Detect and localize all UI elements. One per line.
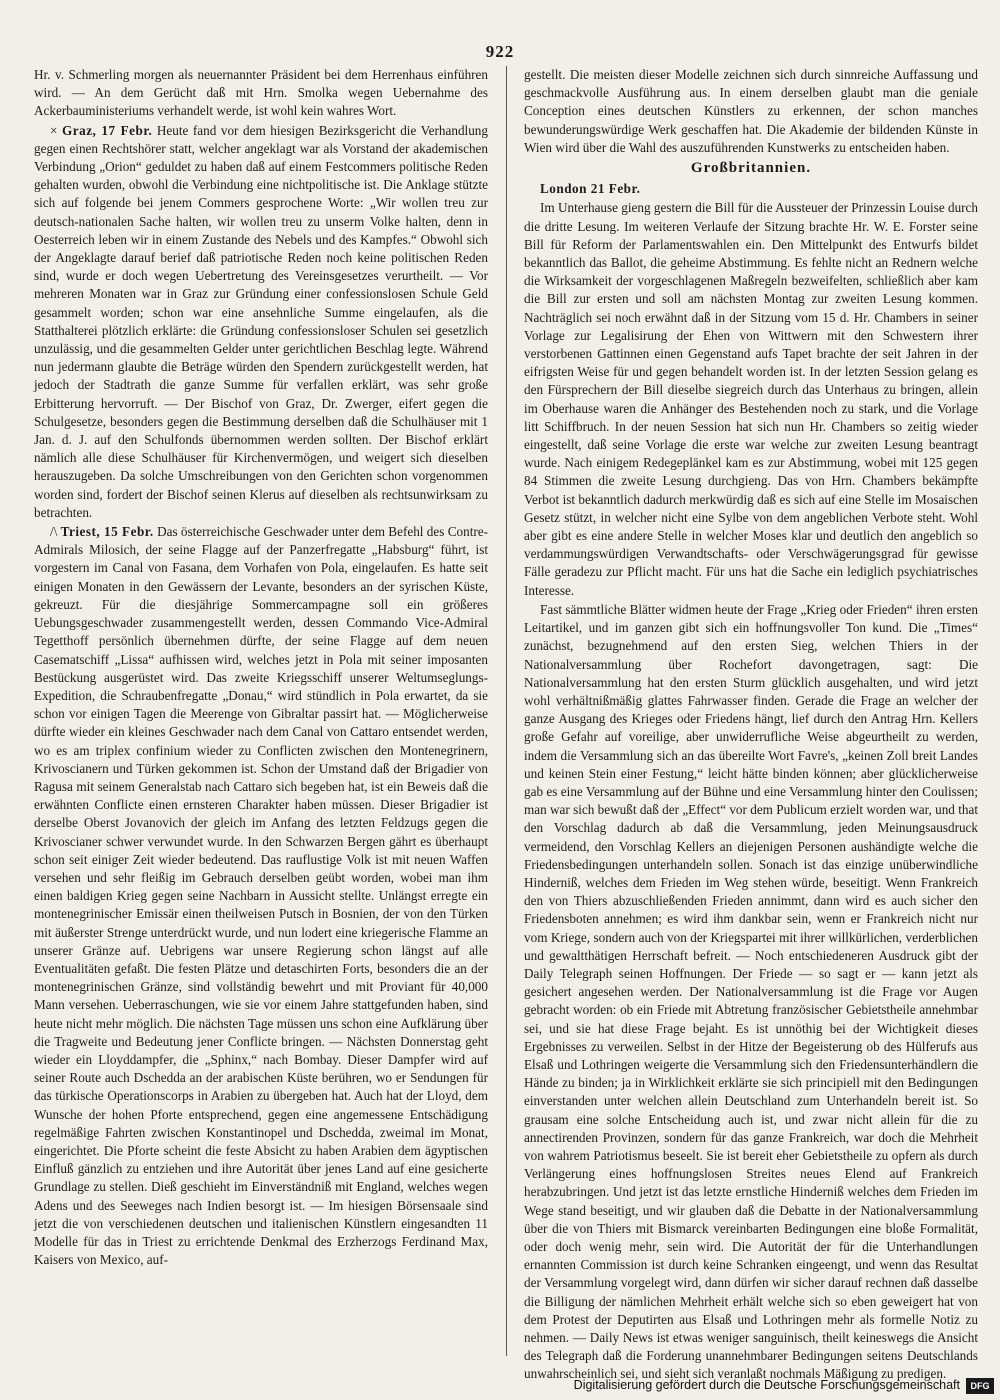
- graz-body: Heute fand vor dem hiesigen Bezirksgericht die Verhandlung gegen einen Rechtshörer statt, welcher angeklagt war als Vorstand der akademischen Verbindung „Orion“ geduldet zu haben daß auf einem Festcommers politische Reden gehalten wurden, obwohl die Verbindung eine nichtpolitische ist. Die Anklage stützte sich auf folgende bei jenem Commers gesprochene Worte: „Wir wollen treu zur deutsch-nationalen Sache halten, wir wollen treu zu unserm Volke halten, denn in Oesterreich leben wir in einem Zustande des Nebels und des Kampfes.“ Obwohl sich der Angeklagte darauf berief daß patriotische Reden noch keine politischen Reden sind, wurde er doch wegen Uebertretung des Vereinsgesetzes verurtheilt. — Vor mehreren Monaten war in Graz zur Gründung einer confessionslosen Schule Geld gesammelt worden; schon war eine ansehnliche Summe eingelaufen, als die Statthalterei plötzlich erklärte: die Gründung confessionsloser Schulen sei gesetzlich unzulässig, und die gesammelten Gelder unter gerichtlichen Beschlag legte. Während nun jedermann glaubte die Beträge würden den Spendern zurückgestellt werden, hat jedoch der Stadtrath die ganze Summe für verfallen erklärt, was sehr große Erbitterung hervorruft. — Der Bischof von Graz, Dr. Zwerger, eifert gegen die Schulgesetze, besonders gegen die Bestimmung derselben daß die Schulhäuser mit 1 Jan. d. J. auf den Schulfonds übernommen werden sollten. Der Bischof erklärt nämlich alle diese Schulhäuser für Kirchenvermögen, und weigert sich dieselben herauszugeben. Da solche Umschreibungen von den Gerichten schon vorgenommen worden sind, fordert der Bischof seinen Klerus auf dieselben als rechtsunwirksam zu betrachten.: [34, 122, 488, 520]
- article-paragraph: Im Unterhause gieng gestern die Bill für die Aussteuer der Prinzessin Louise durch die dritte Lesung. Im weiteren Verlaufe der Sitzung brachte Hr. W. E. Forster seine Bill für Reform der Parlamentswahlen ein. Den Mittelpunkt des Entwurfs bildet bekanntlich das Ballot, die geheime Abstimmung. Es fehlte nicht an Rednern welche die Wirksamkeit der vorgeschlagenen Maßregeln bezweifelten, schließlich aber kam die Bill zur ersten und soll am nächsten Montag zur zweiten Lesung kommen. Nachträglich sei noch erwähnt daß in der Sitzung vom 15 d. Hr. Chambers in seiner Vorlage zur Legalisirung der Ehen von Wittwern mit den Schwestern ihrer verstorbenen Gattinnen einen Gegenstand aufs Tapet brachte der seit Jahren in der eifrigsten Weise für und gegen behandelt worden ist. In der letzten Session gelang es den Fürsprechern der Bill dieselbe siegreich durch das Unterhaus zu bringen, allein im Oberhause waren die Anhänger des Bestehenden noch zu stark, und die Vorlage litt Schiffbruch. In der neuen Session hat sich nun Hr. Chambers so zeitig wieder eingestellt, daß seine Vorlage die erste war welche zur zweiten Lesung beantragt wurde. Nach einigem Redegeplänkel kam es zur Abstimmung, wobei mit 125 gegen 84 Stimmen die zweite Lesung durchgieng. Das von Hrn. Chambers bekämpfte Verbot ist bekanntlich dadurch merkwürdig daß es sich auf eine Stelle im Mosaischen Gesetz stützt, in welcher nicht eine Sylbe von dem angeblichen Verbote steht. Wohl aber gibt es eine andere Stelle in welcher Moses klar und deutlich den angeblich so verdammungswürdigen Verwandtschafts- oder Verschwägerungsgrad für gewisse Fälle geradezu zur Pflicht macht. Für uns hat die Sache ein lediglich psychiatrisches Interesse.: [524, 200, 979, 598]
- dfg-logo-icon: DFG: [966, 1378, 994, 1394]
- dateline-graz: Graz, 17 Febr.: [61, 122, 153, 138]
- column-rule: [506, 66, 507, 1356]
- footer: [0, 1374, 1000, 1400]
- article-paragraph: [524, 180, 978, 198]
- article-paragraph: [34, 122, 488, 522]
- digitization-note: Digitalisierung gefördert durch die Deutsche Forschungsgemeinschaft: [573, 1378, 960, 1392]
- dateline-triest: Triest, 15 Febr.: [60, 524, 154, 540]
- article-paragraph: gestellt. Die meisten dieser Modelle zeichnen sich durch sinnreiche Auffassung und geschmackvolle Ausführung aus. In einem derselben glaubt man die geniale Conception eines deutschen Künstlers zu erkennen, der schon manches bewunderungswürdige Werk geschaffen hat. Die Akademie der bildenden Künste in Wien wird über die Wahl des auszuführenden Kunstwerks zu entscheiden haben.: [524, 67, 978, 155]
- graz-mark: ×: [50, 122, 58, 138]
- article-paragraph: Fast sämmtliche Blätter widmen heute der Frage „Krieg oder Frieden“ ihren ersten Leitartikel, und im ganzen gibt sich ein hoffnungsvoller Ton kund. Die „Times“ zunächst, bezugnehmend auf den ersten Sieg, welchen Thiers in der Nationalversammlung über Rochefort davongetragen, sagt: Die Nationalversammlung hat den ersten Sturm glücklich ausgehalten, und wird jetzt wohl verhältnißmäßig glattes Fahrwasser finden. Gerade die Frage an welcher der ganze Ausgang des Krieges oder Friedens hängt, lief durch den Antrag Hrn. Kellers große Gefahr auf voreilige, aber unwiderrufliche Weise abgeurtheilt zu werden, indem die Versammlung sich an das übereilte Wort Favre's, „keinen Zoll breit Landes und keinen Stein einer Festung,“ leicht hätte binden können; aber glücklicherweise gab es eine Versammlung auf der Bühne und eine Versammlung hinter den Coulissen; man war sich bewußt daß der „Effect“ vor dem Publicum erzielt worden war, und that den Vorschlag dadurch ab daß die Versammlung, jeden Meinungsausdruck vermeidend, den Vorschlag Kellers an diejenigen Personen aushändigte welche die Friedensbedingungen unterhandeln sollen. Sonach ist das einzige unüberwindliche Hinderniß, welches dem Frieden im Weg stehen würde, beseitigt. Wenn Frankreich den von Thiers abzuschließenden Frieden annimmt, dann wird es auch sicher den Friedensboten annehmen; es wird ihm dankbar sein, wenn er Frankreich nicht nur vom Kriege, sondern auch von der Kriegspartei mit ihrer willkürlichen, verderblichen und gewaltthätigen Herrschaft befreit. — Noch entschiedeneren Ausdruck gibt der Daily Telegraph seinen Hoffnungen. Der Friede — so sagt er — kann jetzt als gesichert angesehen werden. Der Nationalversammlung ist die Frage vor Augen gebracht worden: ob ein Friede mit Abtretung französischer Gebietstheile annehmbar sei, und sie hat diese Frage bejaht. Es ist unnöthig bei der Wichtigkeit dieses Ergebnisses zu verweilen. Selbst in der Hitze der Begeisterung ob des Hülferufs aus Elsaß und Lothringen weigerte die Versammlung sich den Friedensunterhändlern die Hände zu binden; ja in Wirklichkeit erklärte sie sich principiell mit den Bedingungen einverstanden unter welchen allein Deutschland zum Unterhandeln bereit ist. So grausam eine solche Entscheidung auch ist, und zwar nicht allein für die zu annectirenden Provinzen, sondern für das ganze Frankreich, war doch die Mehrheit von wahrem Patriotismus beseelt. Sie ist bereit eher Gebietstheile zu opfern als durch Verlängerung eines hoffnungslosen Streites neues Elend auf Frankreich herabzubringen. Und jetzt ist das letzte ernstliche Hinderniß welches dem Frieden im Wege stand beseitigt, und wir glauben daß die Debatte in der Nationalversammlung über die von Thiers mit Bismarck vereinbarten Bedingungen eine bloße Formalität, oder doch wenig mehr, sein wird. Die Autorität der für die Unterhandlungen ernannten Commission ist durch keine Schranken eingeengt, und wenn das Resultat der Versammlung vorgelegt wird, dann dürfen wir sicher darauf rechnen daß dasselbe die Billigung der nämlichen Mehrheit erhält welche sich so eben geweigert hat von dem Protest der Deputirten aus Elsaß und Lothringen mehr als formelle Notiz zu nehmen. — Daily News ist etwas weniger sanguinisch, theilt keineswegs die Ansicht des Telegraph daß die Forderung unannehmbarer Bedingungen seitens Deutschlands unwahrscheinlich sei, und sieht sich veranlaßt nochmals Mäßigung zu predigen.: [524, 601, 978, 1382]
- section-title: Großbritannien.: [690, 160, 812, 177]
- triest-mark: /\: [50, 524, 58, 540]
- article-paragraph: Hr. v. Schmerling morgen als neuernannter Präsident bei dem Herrenhaus einführen wird. — An dem Gerücht daß mit Hrn. Smolka wegen Uebernahme des Ackerbauministeriums verhandelt werde, ist wohl kein wahres Wort.: [34, 67, 488, 119]
- dateline-london: London 21 Febr.: [540, 181, 641, 197]
- right-column: [524, 66, 979, 1382]
- triest-body: Das österreichische Geschwader unter dem Befehl des Contre-Admirals Milosich, der seine Flagge auf der Panzerfregatte „Habsburg“ führt, ist vorgestern im Canal von Fasana, dem Vorhafen von Pola, eingelaufen. Es hatte seit einigen Monaten in den Gewässern der Levante, besonders an der syrischen Küste, gekreuzt. Für die diesjährige Sommercampagne soll ein größeres Uebungsgeschwader zusammengestellt werden, dessen Commando Vice-Admiral Tegetthoff persönlich übernehmen dürfte, der seine Flagge auf dem neuen Casematschiff „Lissa“ aufhissen wird, welches jetzt in Pola mit seiner imposanten Bestückung ausgerüstet wird. Das zweite Kriegsschiff unserer Weltumseglungs-Expedition, die Schraubenfregatte „Donau,“ wird stündlich in Pola erwartet, da sie schon vor einigen Tagen die Meerenge von Gibraltar passirt hat. — Möglicherweise dürfte wieder ein kleines Geschwader nach dem Canal von Cattaro entsendet werden, wo es am triplex confinium wieder zu Conflicten zwischen den Montenegrinern, Krivoscianern und Türken gekommen ist. Schon der Umstand daß der Brigadier von Ragusa mit seinem Generalstab nach Cattaro sich begeben hat, ist ein Beweis daß die erwähnten Conflicte einen ernsteren Charakter haben müssen. Dieser Brigadier ist derselbe Oberst Jovanovich der gleich im Anfang des letzten Feldzugs gegen die Krivoscianer schwer verwundet wurde. In den Schwarzen Bergen gährt es überhaupt schon seit einiger Zeit wieder bedeutend. Das rauflustige Volk ist mit neuen Waffen versehen und sehr fleißig im Gebrauch derselben geübt worden, wobei man ihm einen baldigen Krieg gegen seine Nachbarn in Aussicht stellte. Unlängst erregte ein montenegrinischer Emissär einen theilweisen Putsch in Bosnien, der von den Türken mit äußerster Strenge unterdrückt wurde, und nun lodert eine kriegerische Flamme an unserer Gränze auf. Uebrigens war unsere Regierung schon längst auf alle Eventualitäten gefaßt. Die festen Plätze und detaschirten Forts, besonders die an der montenegrinischen Gränze, sind vollständig bewehrt und mit Proviant für 40,000 Mann versehen. Ueberraschungen, wie sie vor einem Jahre stattgefunden haben, sind heute nicht mehr möglich. Die nächsten Tage müssen uns schon eine Aufklärung über die Tragweite und Bedeutung jener Conflicte bringen. — Nächsten Donnerstag geht wieder ein Lloyddampfer, die „Sphinx,“ nach Bombay. Dieser Dampfer wird auf seiner Route auch Dschedda an der arabischen Küste berühren, wo er Sendungen für das türkische Operationscorps in Arabien zu übergeben hat. Auch hat der Lloyd, dem Wunsche der hohen Pforte entsprechend, gegen eine angemessene Entschädigung regelmäßige Fahrten zwischen Konstantinopel und Dschedda, zweimal im Monat, eingerichtet. Die Pforte scheint die feste Absicht zu haben Arabien dem ägyptischen Einfluß gänzlich zu entziehen und ihre Autorität über jenes Land auf eine gesicherte Grundlage zu stellen. Dieß geschieht im Einverständniß mit England, welches wegen Adens und des Seeweges nach Indien besorgt ist. — Im hiesigen Börsensaale sind jetzt die von verschiedenen deutschen und italienischen Künstlern eingesandten 11 Modelle für das in Triest zu errichtende Denkmal des Erzherzogs Ferdinand Max, Kaisers von Mexico, auf-: [34, 524, 488, 1268]
- left-column: [34, 66, 488, 1364]
- article-paragraph: [34, 523, 488, 1269]
- page-number: 922: [485, 42, 515, 61]
